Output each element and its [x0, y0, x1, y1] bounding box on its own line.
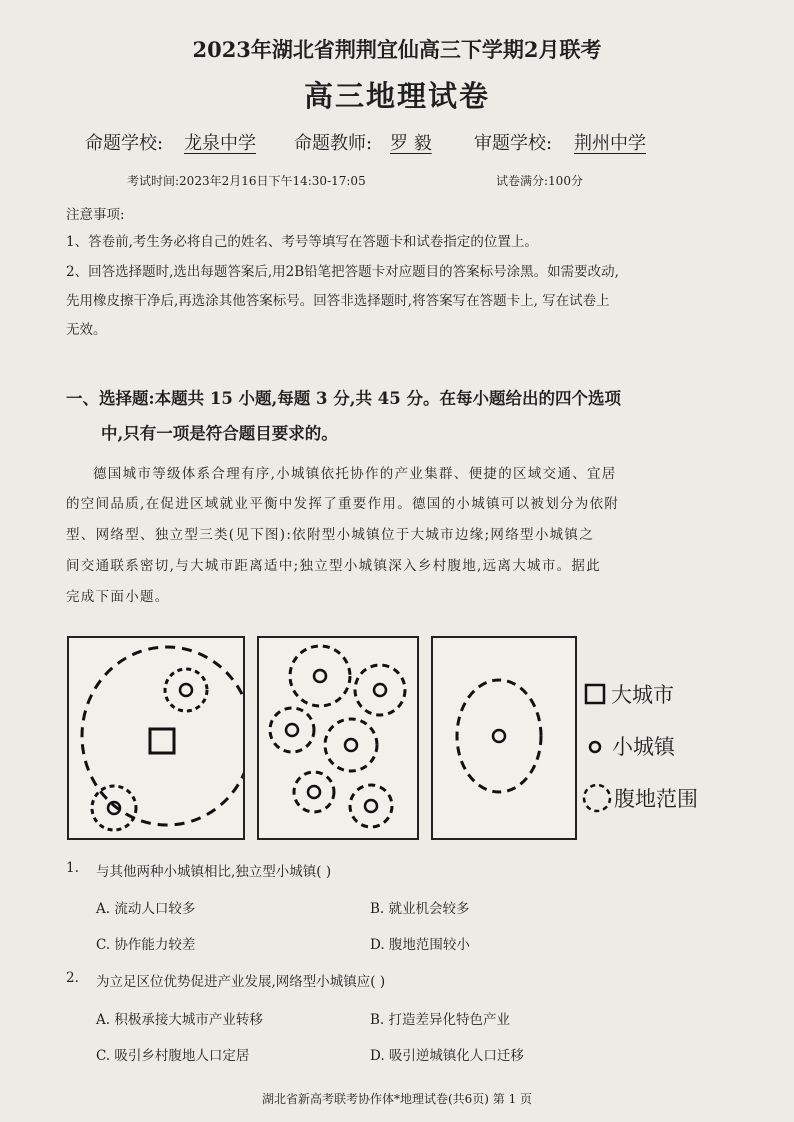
notes-item-2-line-3: 无效。 [66, 322, 107, 338]
small-town-icon [286, 724, 298, 736]
question-1-option-c: C. 协作能力较差 [96, 937, 196, 953]
small-town-icon [493, 730, 505, 742]
legend-big-city [583, 679, 674, 709]
passage-line-1: 德国城市等级体系合理有序,小城镇依托协作的产业集群、便捷的区域交通、宜居 [93, 466, 617, 482]
question-2-stem: 为立足区位优势促进产业发展,网络型小城镇应( ) [96, 974, 386, 990]
setter-school: 龙泉中学 [184, 133, 256, 154]
big-city-hinterland [82, 647, 243, 825]
small-town-hinterland [270, 708, 314, 752]
small-town-hinterland [350, 785, 392, 827]
small-town-icon [180, 684, 192, 696]
hinterland-legend-icon [582, 781, 612, 815]
notes-item-2-line-2: 先用橡皮擦干净后,再选涂其他答案标号。回答非选择题时,将答案写在答题卡上, 写在试卷上 [66, 293, 610, 309]
notes-title: 注意事项: [66, 207, 125, 223]
passage-line-2: 的空间品质,在促进区域就业平衡中发挥了重要作用。德国的小城镇可以被划分为依附 [66, 496, 620, 512]
question-1-option-a: A. 流动人口较多 [96, 901, 196, 917]
setter-teacher: 罗 毅 [390, 133, 432, 154]
small-town-hinterland [290, 646, 350, 706]
legend-big-city-label: 大城市 [611, 683, 674, 707]
question-1-number: 1. [66, 860, 79, 876]
small-town-hinterland [165, 669, 207, 711]
passage-line-5: 完成下面小题。 [66, 589, 170, 605]
small-town-icon [345, 739, 357, 751]
small-town-hinterland [92, 786, 136, 830]
question-1-option-b: B. 就业机会较多 [370, 901, 470, 917]
full-score: 试卷满分:100分 [496, 174, 583, 188]
question-1-stem: 与其他两种小城镇相比,独立型小城镇( ) [96, 864, 332, 880]
question-2-option-d: D. 吸引逆城镇化人口迁移 [370, 1048, 524, 1064]
question-2-number: 2. [66, 970, 79, 986]
notes-item-2-line-1: 2、回答选择题时,选出每题答案后,用2B铅笔把答题卡对应题目的答案标号涂黑。如需要改动, [66, 264, 619, 280]
small-town-icon [314, 670, 326, 682]
question-2-option-c: C. 吸引乡村腹地人口定居 [96, 1048, 250, 1064]
small-town-icon [374, 684, 386, 696]
figure-panel-network [257, 636, 419, 840]
legend-small-town-label: 小城镇 [612, 735, 675, 759]
big-city-legend-icon [583, 682, 607, 706]
network-type-diagram [259, 638, 417, 838]
section-heading-line-1: 一、选择题:本题共 15 小题,每题 3 分,共 45 分。在每小题给出的四个选项 [66, 389, 621, 408]
dependent-type-diagram [69, 638, 243, 838]
legend-hinterland-label: 腹地范围 [614, 787, 698, 811]
question-2-option-b: B. 打造差异化特色产业 [370, 1012, 511, 1028]
question-2-option-a: A. 积极承接大城市产业转移 [96, 1012, 263, 1028]
legend-small-town [586, 731, 675, 761]
reviewer-school-label: 审题学校: [474, 133, 553, 154]
passage-line-4: 间交通联系密切,与大城市距离适中;独立型小城镇深入乡村腹地,远离大城市。据此 [66, 558, 602, 574]
notes-item-1: 1、答卷前,考生务必将自己的姓名、考号等填写在答题卡和试卷指定的位置上。 [66, 234, 538, 250]
small-town-hinterland [294, 772, 334, 812]
exam-title: 2023年湖北省荆荆宜仙高三下学期2月联考 [192, 37, 602, 62]
independent-type-diagram [433, 638, 575, 838]
setter-teacher-label: 命题教师: [294, 133, 373, 154]
section-heading-line-2: 中,只有一项是符合题目要求的。 [101, 424, 338, 443]
passage-line-3: 型、网络型、独立型三类(见下图):依附型小城镇位于大城市边缘;网络型小城镇之 [66, 527, 595, 543]
small-town-icon [365, 800, 377, 812]
small-town-legend-icon [586, 734, 604, 758]
legend-hinterland [582, 781, 698, 815]
figure-panel-dependent [67, 636, 245, 840]
small-town-icon [308, 786, 320, 798]
exam-time: 考试时间:2023年2月16日下午14:30-17:05 [127, 174, 366, 188]
figure-panel-independent [431, 636, 577, 840]
small-town-hinterland [325, 719, 377, 771]
reviewer-school: 荆州中学 [574, 133, 646, 154]
paper-title: 高三地理试卷 [303, 79, 490, 113]
setter-school-label: 命题学校: [85, 133, 164, 154]
question-1-option-d: D. 腹地范围较小 [370, 937, 470, 953]
page-footer: 湖北省新高考联考协作体*地理试卷(共6页) 第 1 页 [261, 1092, 533, 1106]
small-town-hinterland [355, 665, 405, 715]
small-town-hinterland [457, 680, 541, 792]
big-city-icon [150, 729, 174, 753]
